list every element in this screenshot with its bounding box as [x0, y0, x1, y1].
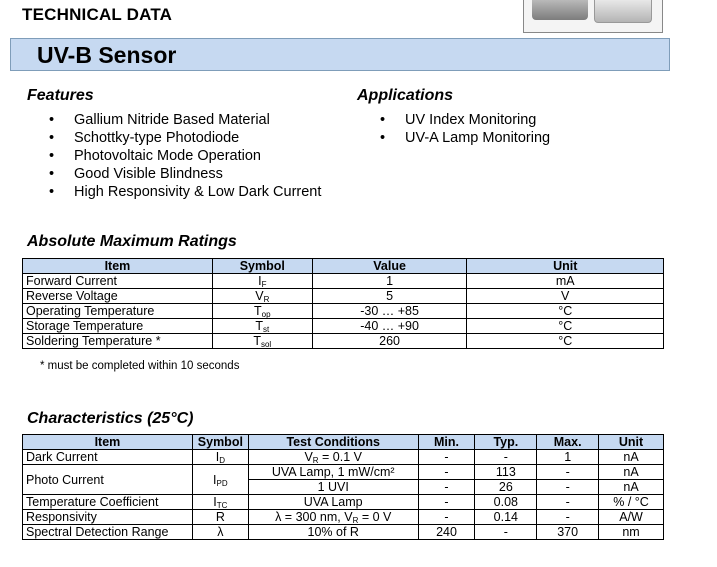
- value-cell: -40 … +90: [312, 319, 467, 334]
- max-cell: 370: [537, 525, 599, 540]
- unit-cell: nA: [599, 465, 664, 480]
- min-cell: -: [418, 510, 475, 525]
- symbol-cell: λ: [192, 525, 248, 540]
- applications-heading: Applications: [357, 87, 454, 104]
- symbol-cell: $I_{PD}$: [192, 465, 248, 495]
- table-row: [23, 289, 664, 304]
- symbol-cell: $V_R$: [212, 289, 312, 304]
- unit-cell: nA: [599, 450, 664, 465]
- unit-cell: °C: [467, 304, 664, 319]
- table-row: [23, 495, 664, 510]
- symbol-cell: $I_D$: [192, 450, 248, 465]
- column-header: Unit: [467, 259, 664, 274]
- symbol-cell: $I_{TC}$: [192, 495, 248, 510]
- item-cell: Dark Current: [23, 450, 193, 465]
- condition-cell: 10% of R: [248, 525, 418, 540]
- symbol-cell: $I_F$: [212, 274, 312, 289]
- unit-cell: °C: [467, 334, 664, 349]
- condition-cell: $V_R = 0.1$ V: [248, 450, 418, 465]
- unit-cell: nm: [599, 525, 664, 540]
- features-list: [49, 111, 321, 201]
- max-cell: -: [537, 465, 599, 480]
- typ-cell: 0.14: [475, 510, 537, 525]
- table-row: [23, 334, 664, 349]
- max-cell: 1: [537, 450, 599, 465]
- max-cell: -: [537, 480, 599, 495]
- symbol-cell: R: [192, 510, 248, 525]
- column-header: Typ.: [475, 435, 537, 450]
- unit-cell: A/W: [599, 510, 664, 525]
- table-row: [23, 465, 664, 480]
- min-cell: -: [418, 450, 475, 465]
- list-item: • UV-A Lamp Monitoring: [380, 129, 550, 147]
- item-cell: Spectral Detection Range: [23, 525, 193, 540]
- typ-cell: 26: [475, 480, 537, 495]
- value-cell: -30 … +85: [312, 304, 467, 319]
- characteristics-heading: Characteristics (25°C): [27, 410, 194, 427]
- condition-cell: λ = 300 nm, $V_R = 0$ V: [248, 510, 418, 525]
- typ-cell: -: [475, 525, 537, 540]
- sensor-package-image: [594, 0, 652, 23]
- value-cell: 1: [312, 274, 467, 289]
- table-row: [23, 510, 664, 525]
- list-item: • Schottky-type Photodiode: [49, 129, 321, 147]
- table-header-row: [23, 435, 664, 450]
- product-banner: [10, 38, 670, 71]
- item-cell: Photo Current: [23, 465, 193, 495]
- unit-cell: mA: [467, 274, 664, 289]
- unit-cell: °C: [467, 319, 664, 334]
- symbol-cell: $T_{op}$: [212, 304, 312, 319]
- abs-max-heading: Absolute Maximum Ratings: [27, 233, 237, 250]
- min-cell: 240: [418, 525, 475, 540]
- item-cell: Forward Current: [23, 274, 213, 289]
- table-row: [23, 304, 664, 319]
- unit-cell: % / °C: [599, 495, 664, 510]
- column-header: Symbol: [192, 435, 248, 450]
- list-item: • High Responsivity & Low Dark Current: [49, 183, 321, 201]
- list-item: • UV Index Monitoring: [380, 111, 550, 129]
- item-cell: Responsivity: [23, 510, 193, 525]
- sensor-package-image: [532, 0, 588, 20]
- applications-list: [380, 111, 550, 147]
- typ-cell: -: [475, 450, 537, 465]
- item-cell: Temperature Coefficient: [23, 495, 193, 510]
- column-header: Value: [312, 259, 467, 274]
- list-item: • Gallium Nitride Based Material: [49, 111, 321, 129]
- table-row: [23, 525, 664, 540]
- column-header: Max.: [537, 435, 599, 450]
- typ-cell: 0.08: [475, 495, 537, 510]
- column-header: Item: [23, 435, 193, 450]
- column-header: Item: [23, 259, 213, 274]
- min-cell: -: [418, 480, 475, 495]
- footnote: * must be completed within 10 seconds: [40, 360, 240, 372]
- column-header: Unit: [599, 435, 664, 450]
- min-cell: -: [418, 495, 475, 510]
- sensor-photo: [523, 0, 663, 33]
- table-row: [23, 274, 664, 289]
- item-cell: Operating Temperature: [23, 304, 213, 319]
- unit-cell: V: [467, 289, 664, 304]
- column-header: Min.: [418, 435, 475, 450]
- item-cell: Storage Temperature: [23, 319, 213, 334]
- condition-cell: UVA Lamp, 1 mW/cm²: [248, 465, 418, 480]
- column-header: Symbol: [212, 259, 312, 274]
- characteristics-table: [22, 434, 664, 540]
- table-row: [23, 450, 664, 465]
- column-header: Test Conditions: [248, 435, 418, 450]
- condition-cell: UVA Lamp: [248, 495, 418, 510]
- item-cell: Soldering Temperature *: [23, 334, 213, 349]
- unit-cell: nA: [599, 480, 664, 495]
- features-heading: Features: [27, 87, 94, 104]
- item-cell: Reverse Voltage: [23, 289, 213, 304]
- symbol-cell: $T_{st}$: [212, 319, 312, 334]
- technical-data-title: TECHNICAL DATA: [22, 5, 173, 24]
- list-item: • Good Visible Blindness: [49, 165, 321, 183]
- product-title: UV-B Sensor: [37, 42, 177, 68]
- abs-max-table: [22, 258, 664, 349]
- table-row: [23, 319, 664, 334]
- symbol-cell: $T_{sol}$: [212, 334, 312, 349]
- max-cell: -: [537, 495, 599, 510]
- list-item: • Photovoltaic Mode Operation: [49, 147, 321, 165]
- value-cell: 260: [312, 334, 467, 349]
- condition-cell: 1 UVI: [248, 480, 418, 495]
- typ-cell: 113: [475, 465, 537, 480]
- table-header-row: [23, 259, 664, 274]
- min-cell: -: [418, 465, 475, 480]
- value-cell: 5: [312, 289, 467, 304]
- max-cell: -: [537, 510, 599, 525]
